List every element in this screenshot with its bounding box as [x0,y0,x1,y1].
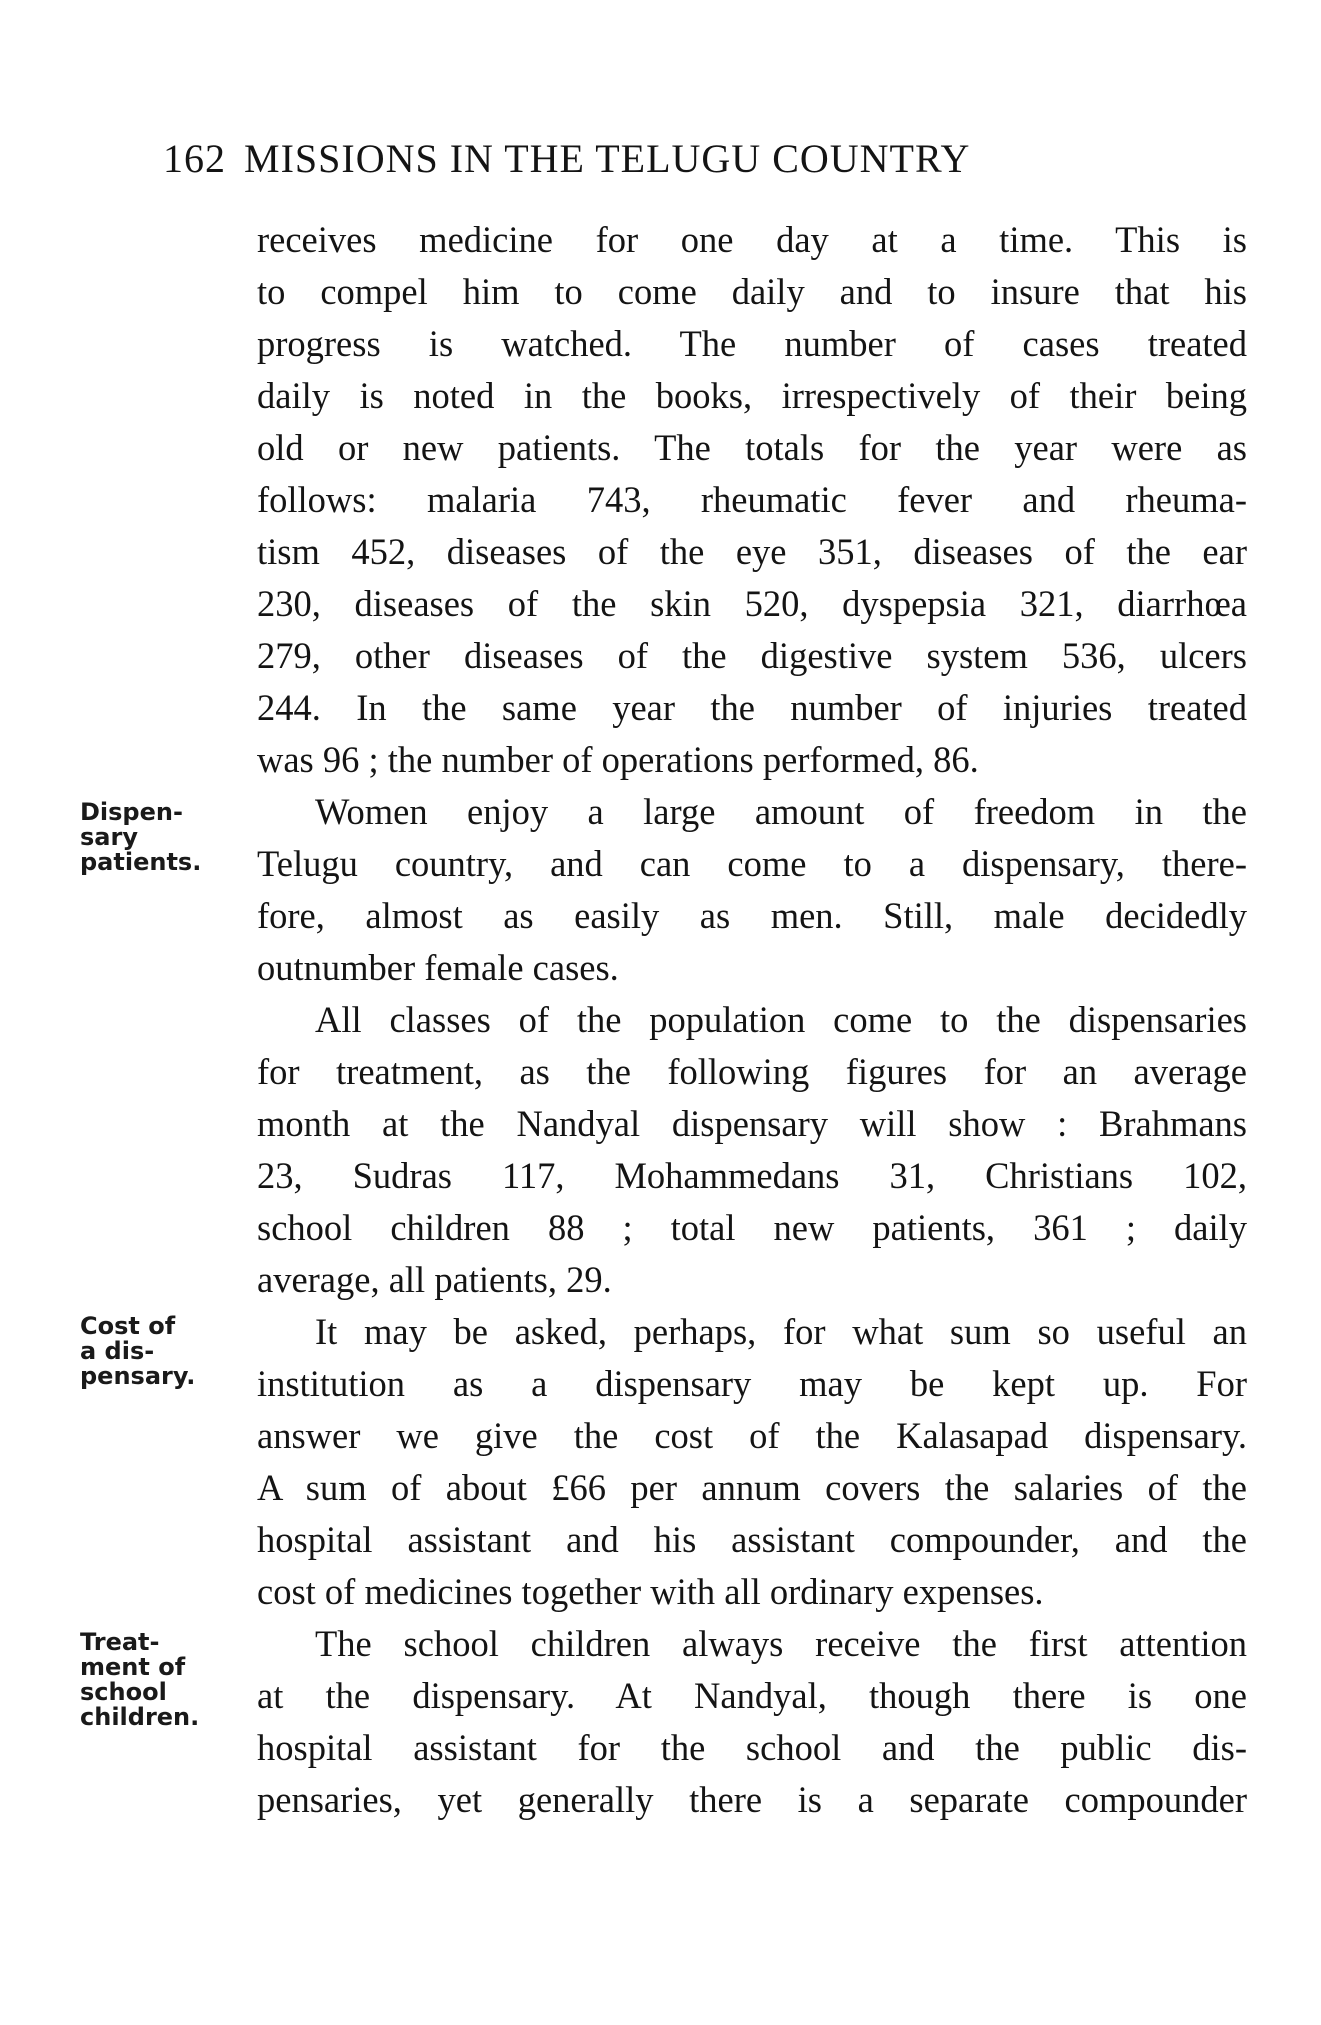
body-line: All classes of the population come to the dispensaries [315,999,1247,1040]
body-line: at the dispensary. At Nandyal, though there is one [257,1675,1247,1716]
body-line: to compel him to come daily and to insure that his [257,271,1247,312]
side-note-line: sary [80,823,138,851]
body-line: It may be asked, perhaps, for what sum so useful an [315,1311,1247,1352]
body-line: school children 88 ; total new patients, 361 ; daily [257,1207,1247,1248]
side-note-line: Treat- [80,1628,160,1656]
body-line: 230, diseases of the skin 520, dyspepsia 321, diarrhœa [257,583,1247,624]
side-note-line: children. [80,1703,200,1731]
body-line: cost of medicines together with all ordinary expenses. [257,1571,1044,1612]
body-line: A sum of about £66 per annum covers the salaries of the [257,1467,1247,1508]
body-line: average, all patients, 29. [257,1259,612,1300]
body-line: 244. In the same year the number of injuries treated [257,687,1247,728]
body-line: Telugu country, and can come to a dispensary, there- [257,843,1247,884]
body-line: old or new patients. The totals for the year were as [257,427,1247,468]
body-line: institution as a dispensary may be kept up. For [257,1363,1247,1404]
running-title: MISSIONS IN THE TELUGU COUNTRY [244,136,971,181]
body-line: month at the Nandyal dispensary will show : Brahmans [257,1103,1247,1144]
body-line: daily is noted in the books, irrespectively of their being [257,375,1247,416]
body-line: tism 452, diseases of the eye 351, diseases of the ear [257,531,1247,572]
side-note-line: a dis- [80,1337,155,1365]
body-line: 23, Sudras 117, Mohammedans 31, Christians 102, [257,1155,1247,1196]
page-number: 162 [163,136,226,181]
side-note-treatment-of-school-children [80,1630,220,1730]
body-line: The school children always receive the first attention [315,1623,1247,1664]
side-note-line: school [80,1678,167,1706]
running-head [163,135,1163,182]
side-note-line: pensary. [80,1362,196,1390]
body-line: 279, other diseases of the digestive system 536, ulcers [257,635,1247,676]
body-line: pensaries, yet generally there is a separate compounder [257,1779,1247,1820]
side-note-dispensary-patients [80,800,220,875]
body-line: hospital assistant for the school and the public dis- [257,1727,1247,1768]
body-line: hospital assistant and his assistant compounder, and the [257,1519,1247,1560]
body-line: fore, almost as easily as men. Still, male decidedly [257,895,1247,936]
side-note-line: patients. [80,848,202,876]
body-line: for treatment, as the following figures for an average [257,1051,1247,1092]
side-note-line: Cost of [80,1312,176,1340]
side-note-cost-of-dispensary [80,1314,220,1389]
body-line: receives medicine for one day at a time. This is [257,219,1247,260]
body-line: outnumber female cases. [257,947,619,988]
body-line: answer we give the cost of the Kalasapad dispensary. [257,1415,1247,1456]
side-note-line: ment of [80,1653,186,1681]
body-line: progress is watched. The number of cases treated [257,323,1247,364]
body-line: was 96 ; the number of operations performed, 86. [257,739,979,780]
side-note-line: Dispen- [80,798,183,826]
body-line: follows: malaria 743, rheumatic fever and rheuma- [257,479,1247,520]
body-line: Women enjoy a large amount of freedom in the [315,791,1247,832]
